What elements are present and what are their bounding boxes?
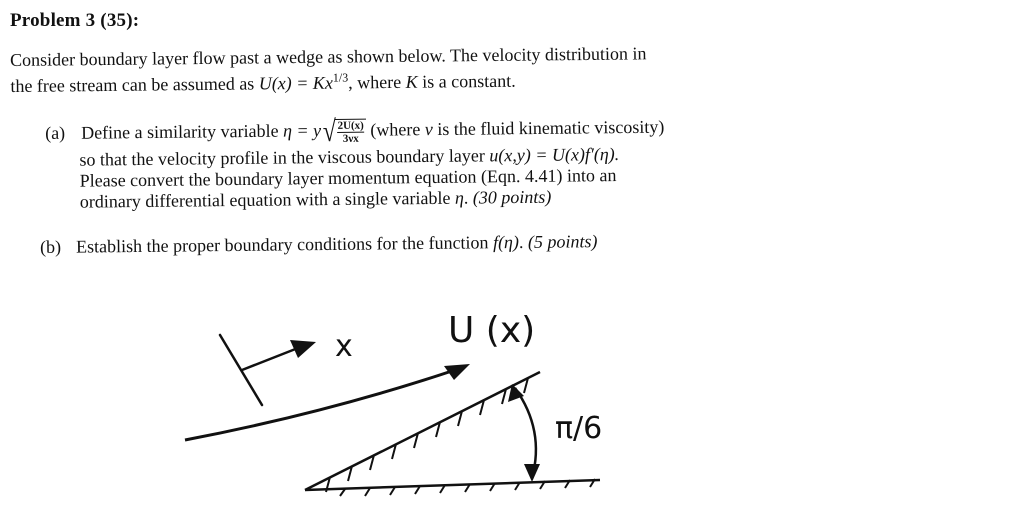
sqrt-sign-icon: √ <box>322 114 337 149</box>
eta-symbol: η <box>454 187 464 208</box>
angle-arrowhead-bottom-icon <box>524 464 540 482</box>
part-a <box>45 112 806 213</box>
fraction-denominator: 3νx <box>342 132 359 145</box>
fraction-numerator: 2U(x) <box>337 119 364 132</box>
problem-title: Problem 3 (35): <box>10 10 140 31</box>
part-a-text-2: (where <box>365 119 425 140</box>
part-b-text-1: Establish the proper boundary conditions for the function <box>75 232 494 257</box>
part-a-line-4-text: ordinary differential equation with a single variable <box>79 187 455 212</box>
sqrt-fraction <box>335 119 366 145</box>
part-a-text-3: is the fluid kinematic viscosity) <box>432 116 665 140</box>
wedge-angle-label: π/6 <box>555 411 603 446</box>
part-b-points: (5 points) <box>527 231 598 252</box>
upper-surface-hatching <box>326 378 528 492</box>
part-a-line-2-text: so that the velocity profile in the viscous boundary layer <box>79 145 490 170</box>
intro-line-1: Consider boundary layer flow past a wedge as shown below. The velocity distribution in <box>10 43 647 70</box>
free-stream-velocity-equation: U(x) = Kx <box>258 72 333 94</box>
sqrt-expression <box>321 114 366 149</box>
streamline-curve <box>185 370 455 440</box>
x-direction-line <box>242 348 298 370</box>
wedge-base-line <box>305 480 600 490</box>
intro-line-2-start: the free stream can be assumed as <box>10 73 259 96</box>
wedge-upper-surface <box>305 372 540 490</box>
part-a-marker: (a) <box>45 122 66 144</box>
part-b <box>40 229 800 258</box>
function-f-eta: f(η) <box>492 231 520 253</box>
problem-intro <box>10 42 800 97</box>
x-axis-marker <box>220 335 298 405</box>
part-b-marker: (b) <box>40 236 62 257</box>
part-a-line-4-dot: . <box>463 187 473 208</box>
x-axis-label: x <box>335 329 353 364</box>
constant-k: K <box>405 71 418 92</box>
part-b-text-2: . <box>518 231 529 252</box>
free-stream-label: U (x) <box>448 310 536 351</box>
part-a-line-3: Please convert the boundary layer momentum equation (Eqn. 4.41) into an <box>79 165 617 191</box>
part-a-text-1: Define a similarity variable <box>81 120 284 143</box>
wedge-flow-diagram <box>0 280 1024 527</box>
nu-symbol: ν <box>424 119 433 140</box>
intro-line-2-mid: , where <box>348 71 406 93</box>
velocity-exponent: 1/3 <box>332 70 349 85</box>
velocity-profile-equation: u(x,y) = U(x)f′(η). <box>489 143 620 166</box>
part-a-points: (30 points) <box>472 186 552 208</box>
intro-line-2-end: is a constant. <box>417 70 516 92</box>
similarity-variable-equation: η = y <box>282 120 322 141</box>
